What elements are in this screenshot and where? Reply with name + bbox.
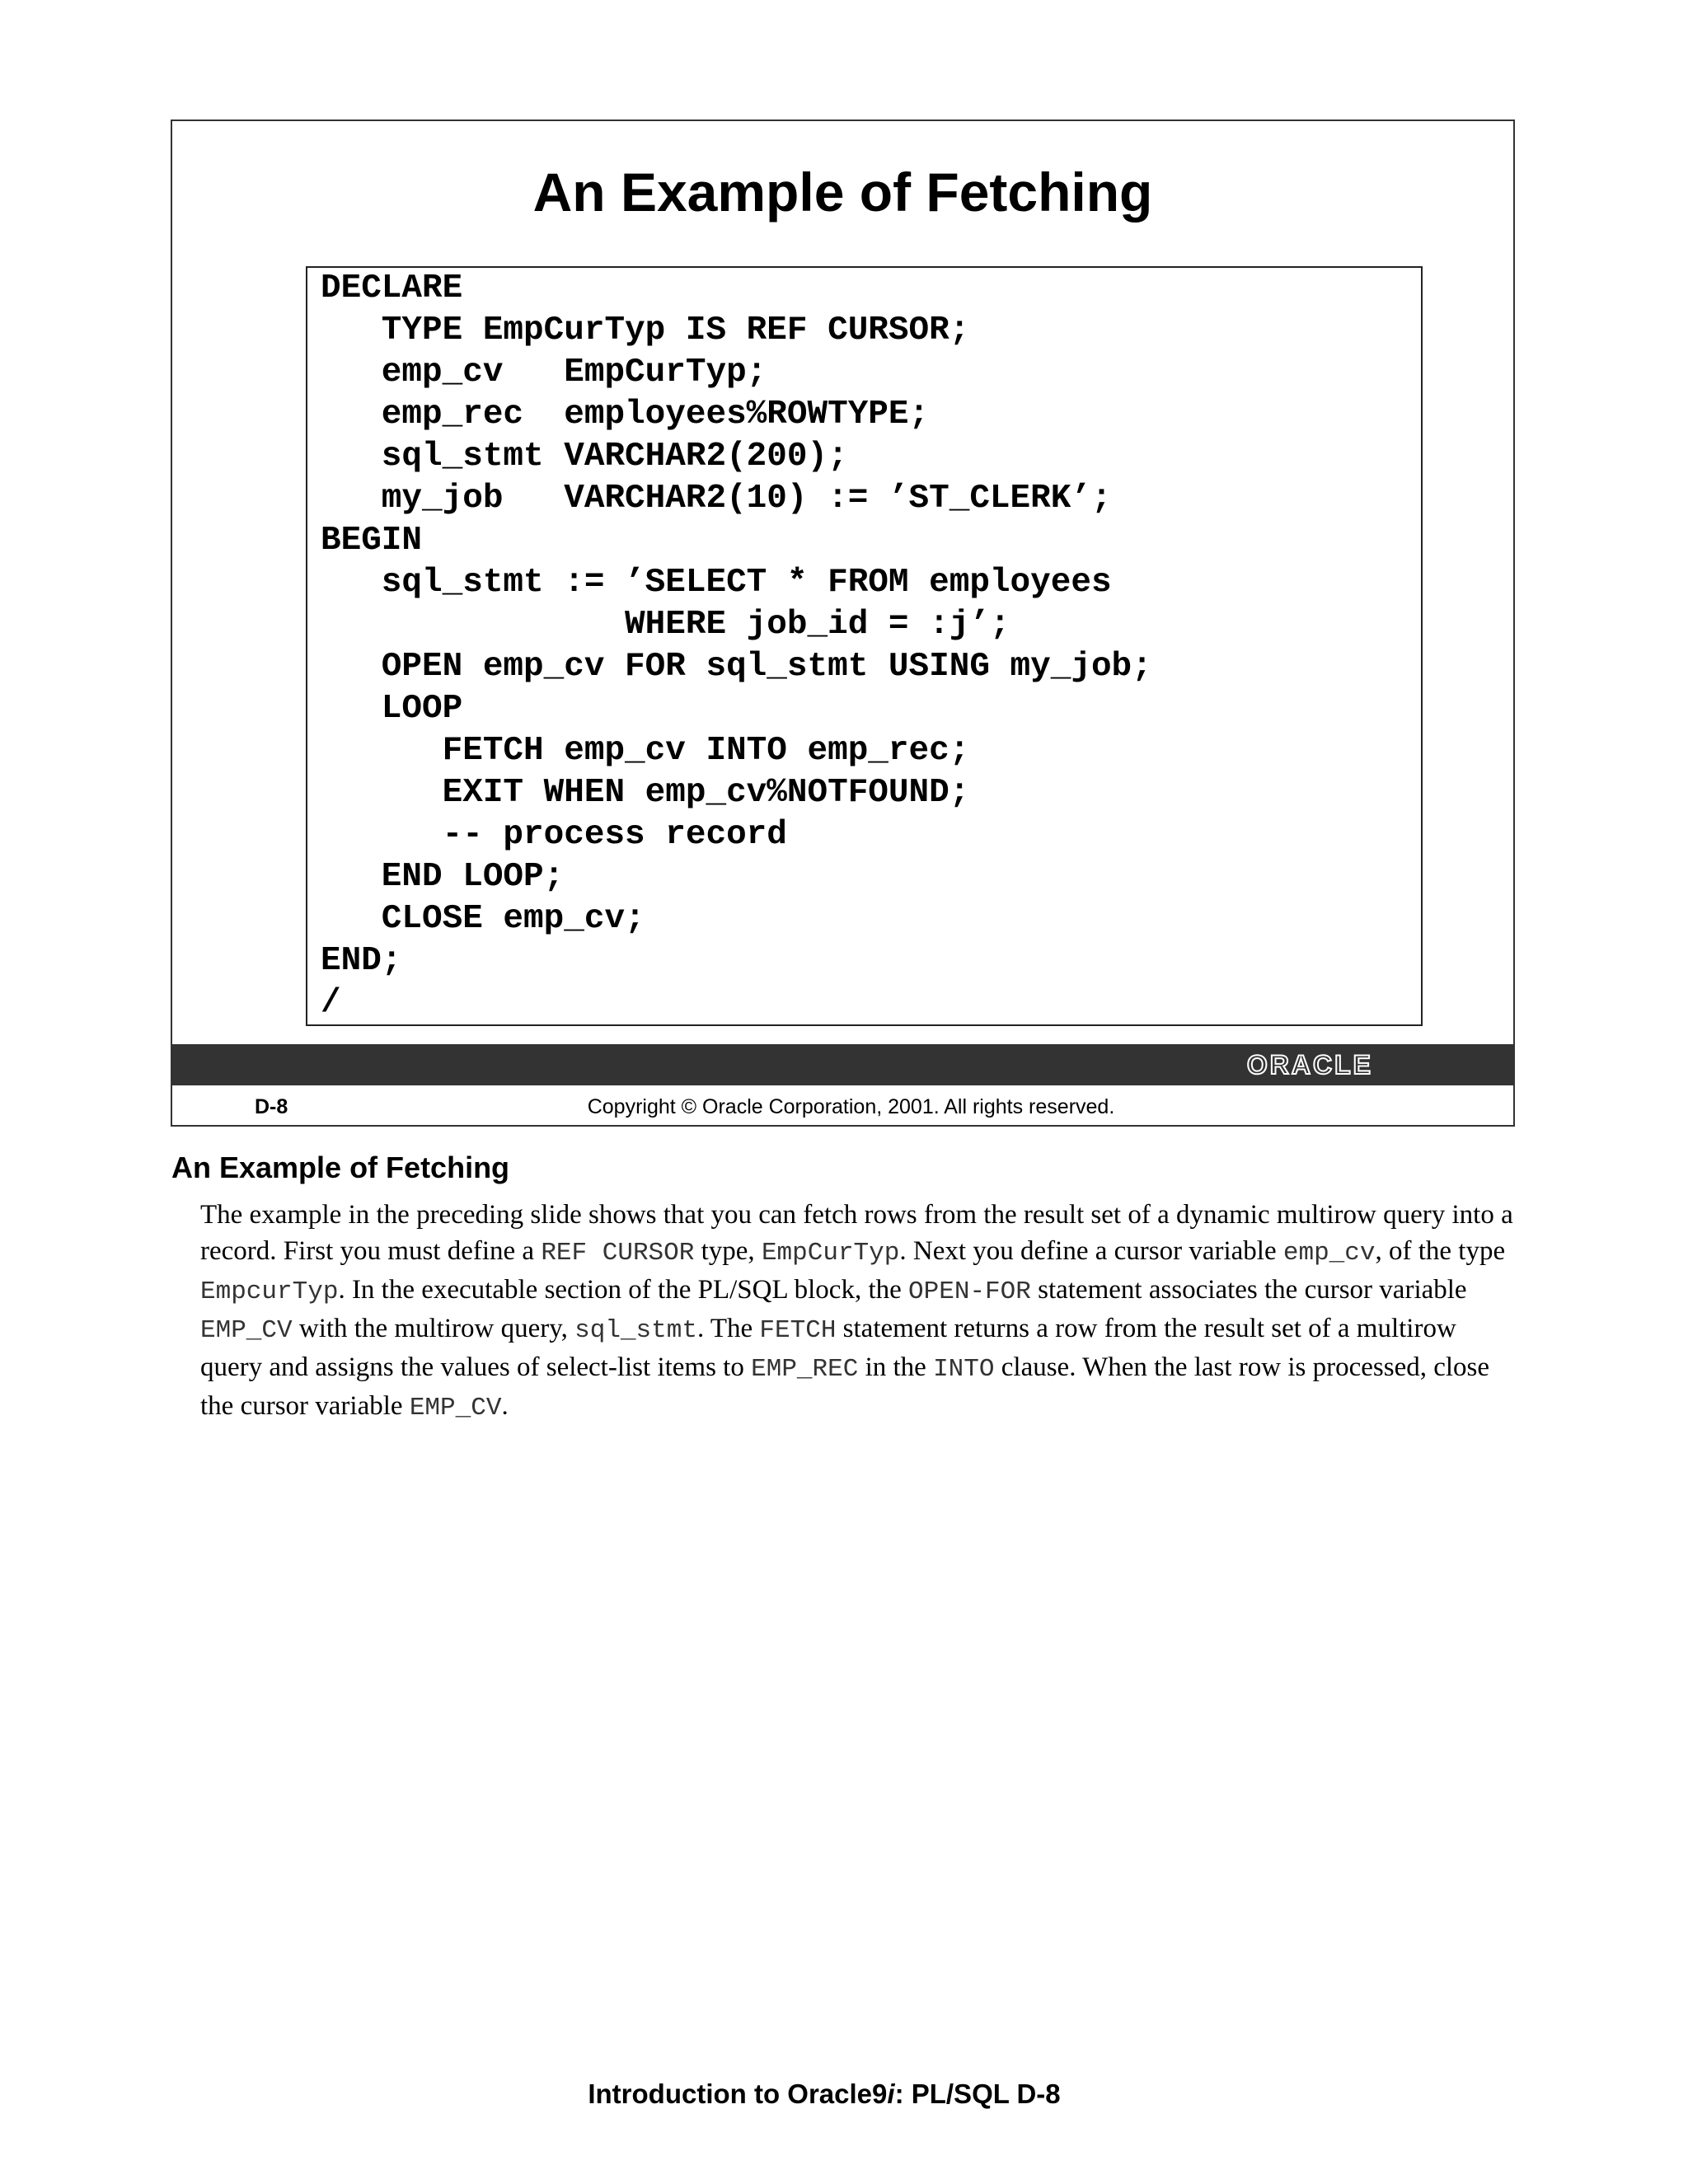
notes-text: . <box>501 1391 509 1421</box>
code-line: TYPE EmpCurTyp IS REF CURSOR; <box>321 312 970 349</box>
code-term: EMP_CV <box>409 1394 502 1422</box>
code-line: emp_cv EmpCurTyp; <box>321 354 767 391</box>
code-line: -- process record <box>321 816 787 854</box>
footer-italic: i <box>887 2079 895 2109</box>
code-term: EMP_REC <box>751 1355 859 1384</box>
code-term: INTO <box>933 1355 995 1384</box>
notes-text: statement returns a row from the result set of a multirow query and assigns the values of select-list items to <box>200 1314 1456 1382</box>
notes-text: , of the type <box>1375 1236 1506 1266</box>
code-term: EMP_CV <box>200 1316 293 1345</box>
code-line: BEGIN <box>321 522 423 560</box>
code-line: DECLARE <box>321 269 463 307</box>
code-line: LOOP <box>321 690 463 728</box>
code-line: CLOSE emp_cv; <box>321 900 645 938</box>
footer-text: Introduction to Oracle9 <box>588 2079 888 2109</box>
notes-text: . In the executable section of the PL/SQL block, the <box>338 1275 909 1305</box>
code-term: emp_cv <box>1282 1239 1376 1268</box>
code-line: / <box>321 984 341 1022</box>
code-line: sql_stmt VARCHAR2(200); <box>321 438 848 476</box>
slide-title: An Example of Fetching <box>532 162 1153 223</box>
code-term: EmpcurTyp <box>200 1277 339 1306</box>
code-term: EmpCurTyp <box>761 1239 900 1268</box>
notes-text: type, <box>694 1236 762 1266</box>
oracle-logo: ORACLE <box>1246 1050 1373 1080</box>
code-line: WHERE job_id = :j’; <box>321 606 1010 644</box>
code-line: OPEN emp_cv FOR sql_stmt USING my_job; <box>321 648 1152 686</box>
code-line: END; <box>321 942 402 980</box>
notes-text: . The <box>696 1314 760 1343</box>
code-line: my_job VARCHAR2(10) := ’ST_CLERK’; <box>321 480 1112 518</box>
notes-paragraph <box>200 1197 1519 1427</box>
code-term: sql_stmt <box>574 1316 697 1345</box>
slide-frame <box>171 120 1515 1127</box>
code-line: END LOOP; <box>321 858 565 896</box>
code-block <box>306 266 1423 1026</box>
page-footer <box>0 2079 1648 2110</box>
notes-text: in the <box>858 1352 934 1382</box>
notes-text: The example in the preceding slide shows that you can fetch rows from the result set of a dynamic multirow query into a record. First you must define a <box>200 1200 1513 1266</box>
code-term: OPEN-FOR <box>908 1277 1031 1306</box>
slide-copyright: Copyright © Oracle Corporation, 2001. All rights reserved. <box>587 1095 1115 1118</box>
notes-text: with the multirow query, <box>292 1314 575 1343</box>
notes-heading: An Example of Fetching <box>171 1151 510 1184</box>
notes-text: . Next you define a cursor variable <box>899 1236 1283 1266</box>
notes-text: statement associates the cursor variable <box>1030 1275 1467 1305</box>
code-line: emp_rec employees%ROWTYPE; <box>321 396 930 434</box>
code-line: FETCH emp_cv INTO emp_rec; <box>321 732 970 770</box>
notes-text: clause. When the last row is processed, close the cursor variable <box>200 1352 1490 1421</box>
oracle-banner <box>172 1044 1513 1085</box>
code-line: EXIT WHEN emp_cv%NOTFOUND; <box>321 774 970 812</box>
code-line: sql_stmt := ’SELECT * FROM employees <box>321 564 1112 602</box>
slide-number: D-8 <box>255 1095 288 1118</box>
footer-text: : PL/SQL D-8 <box>894 2079 1061 2109</box>
code-term: FETCH <box>759 1316 837 1345</box>
code-term: REF CURSOR <box>541 1239 695 1268</box>
